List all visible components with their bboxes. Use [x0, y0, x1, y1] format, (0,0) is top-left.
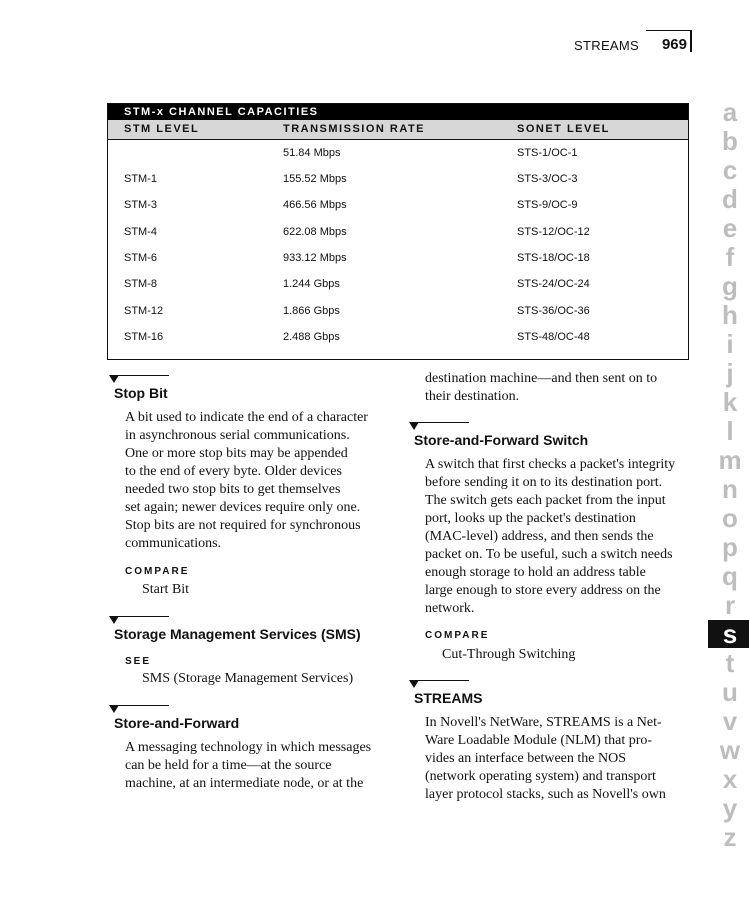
entry-heading-store-and-forward: Store-and-Forward — [114, 715, 240, 731]
entry-body-store-and-forward-switch — [425, 456, 705, 618]
text-line: (network operating system) and transport — [425, 769, 656, 784]
text-line: machine, at an intermediate node, or at the — [125, 776, 364, 791]
section-marker — [109, 616, 169, 626]
thumb-index-letter-h[interactable]: h — [722, 300, 738, 330]
header-rule-vertical — [690, 30, 692, 52]
entry-body-stop-bit — [125, 409, 395, 553]
table-cell: STS-48/OC-48 — [517, 331, 590, 343]
text-line: network. — [425, 601, 475, 616]
thumb-index-letter-l[interactable]: l — [726, 416, 734, 446]
thumb-index-letter-z[interactable]: z — [723, 822, 737, 852]
table-cell: 155.52 Mbps — [283, 173, 347, 185]
cross-reference: Start Bit — [142, 582, 190, 597]
thumb-index-letter-v[interactable]: v — [722, 706, 738, 736]
text-line: Stop bits are not required for synchronous — [125, 518, 361, 533]
table-cell: STM-4 — [124, 226, 157, 238]
thumb-index-letter-o[interactable]: o — [722, 503, 738, 533]
table-header-row — [108, 120, 688, 140]
table-cell: 466.56 Mbps — [283, 199, 347, 211]
cross-reference: Cut-Through Switching — [442, 647, 576, 662]
table-cell: STM-8 — [124, 278, 157, 290]
entry-heading-store-and-forward-switch: Store-and-Forward Switch — [414, 432, 589, 448]
text-line: port, looks up the packet's destination — [425, 511, 636, 526]
stm-capacity-table — [107, 103, 689, 360]
table-title: STM-x CHANNEL CAPACITIES — [108, 104, 688, 120]
text-line: A bit used to indicate the end of a character — [125, 410, 368, 425]
table-cell: STS-3/OC-3 — [517, 173, 578, 185]
table-cell: STS-18/OC-18 — [517, 252, 590, 264]
table-row — [108, 223, 688, 243]
thumb-index-letter-y[interactable]: y — [722, 793, 738, 823]
thumb-index-letter-w[interactable]: w — [719, 735, 741, 765]
table-cell: STM-6 — [124, 252, 157, 264]
entry-heading-sms: Storage Management Services (SMS) — [114, 626, 361, 642]
compare-label: COMPARE — [125, 566, 190, 577]
text-line: In Novell's NetWare, STREAMS is a Net- — [425, 715, 662, 730]
table-cell: STS-9/OC-9 — [517, 199, 578, 211]
continued-text — [425, 370, 695, 406]
thumb-index-letter-g[interactable]: g — [722, 271, 738, 301]
table-cell: STS-1/OC-1 — [517, 147, 578, 159]
table-cell: STS-12/OC-12 — [517, 226, 590, 238]
see-label: SEE — [125, 656, 152, 667]
table-row — [108, 249, 688, 269]
thumb-index-letter-a[interactable]: a — [722, 97, 738, 127]
text-line: can be held for a time—at the source — [125, 758, 332, 773]
text-line: A messaging technology in which messages — [125, 740, 372, 755]
thumb-index-letter-r[interactable]: r — [724, 590, 736, 620]
thumb-index-letter-b[interactable]: b — [722, 126, 738, 156]
thumb-index-letter-d[interactable]: d — [722, 184, 738, 214]
text-line: One or more stop bits may be appended — [125, 446, 348, 461]
thumb-index-letter-u[interactable]: u — [722, 677, 738, 707]
text-line: A switch that first checks a packet's integrity — [425, 457, 676, 472]
thumb-index-letter-m[interactable]: m — [718, 445, 742, 475]
thumb-index-letter-p[interactable]: p — [722, 532, 738, 562]
thumb-index-letter-e[interactable]: e — [722, 213, 738, 243]
section-marker — [109, 375, 169, 385]
table-cell: 51.84 Mbps — [283, 147, 341, 159]
table-row — [108, 170, 688, 190]
text-line: destination machine—and then sent on to — [425, 371, 658, 386]
table-cell: 933.12 Mbps — [283, 252, 347, 264]
table-cell: STM-16 — [124, 331, 164, 343]
text-line: set again; newer devices require only one. — [125, 500, 361, 515]
thumb-index-letter-k[interactable]: k — [722, 387, 738, 417]
text-line: needed two stop bits to get themselves — [125, 482, 341, 497]
text-line: (MAC-level) address, and then sends the — [425, 529, 654, 544]
column-header: TRANSMISSION RATE — [283, 123, 426, 135]
table-cell: STS-24/OC-24 — [517, 278, 590, 290]
text-line: layer protocol stacks, such as Novell's own — [425, 787, 666, 802]
section-marker — [409, 422, 469, 432]
thumb-index-letter-t[interactable]: t — [725, 648, 735, 678]
table-cell: STM-3 — [124, 199, 157, 211]
table-cell: 1.244 Gbps — [283, 278, 340, 290]
entry-heading-streams: STREAMS — [414, 690, 483, 706]
table-row — [108, 275, 688, 295]
thumb-index-letter-i[interactable]: i — [726, 329, 734, 359]
text-line: enough storage to hold an address table — [425, 565, 646, 580]
table-cell: 1.866 Gbps — [283, 305, 340, 317]
cross-reference: SMS (Storage Management Services) — [142, 671, 354, 686]
text-line: Ware Loadable Module (NLM) that pro- — [425, 733, 653, 748]
table-row — [108, 328, 688, 348]
column-header: STM LEVEL — [124, 123, 200, 135]
text-line: large enough to store every address on the — [425, 583, 661, 598]
text-line: in asynchronous serial communications. — [125, 428, 350, 443]
thumb-index-letter-c[interactable]: c — [722, 155, 738, 185]
section-marker — [409, 680, 469, 690]
section-marker — [109, 705, 169, 715]
table-cell: STM-1 — [124, 173, 157, 185]
table-cell: STM-12 — [124, 305, 164, 317]
thumb-index-letter-q[interactable]: q — [722, 561, 738, 591]
page-header — [0, 0, 749, 60]
column-header: SONET LEVEL — [517, 123, 610, 135]
thumb-index-letter-f[interactable]: f — [725, 242, 735, 272]
text-line: The switch gets each packet from the input — [425, 493, 666, 508]
text-line: vides an interface between the NOS — [425, 751, 626, 766]
text-line: packet on. To be useful, such a switch needs — [425, 547, 673, 562]
text-line: communications. — [125, 536, 222, 551]
thumb-index-letter-n[interactable]: n — [722, 474, 738, 504]
text-line: to the end of every byte. Older devices — [125, 464, 342, 479]
table-cell: 622.08 Mbps — [283, 226, 347, 238]
text-line: before sending it on to its destination port. — [425, 475, 663, 490]
thumb-index-letter-x[interactable]: x — [722, 764, 738, 794]
table-row — [108, 302, 688, 322]
text-line: their destination. — [425, 389, 520, 404]
entry-body-streams — [425, 714, 705, 804]
table-cell: 2.488 Gbps — [283, 331, 340, 343]
table-row — [108, 144, 688, 164]
running-title: STREAMS — [574, 38, 639, 53]
compare-label: COMPARE — [425, 630, 490, 641]
table-cell: STS-36/OC-36 — [517, 305, 590, 317]
header-rule — [646, 30, 692, 31]
thumb-index-letter-j[interactable]: j — [726, 358, 734, 388]
entry-body-store-and-forward — [125, 739, 395, 793]
entry-heading-stop-bit: Stop Bit — [114, 385, 168, 401]
thumb-index-letter-s[interactable]: s — [708, 620, 749, 648]
table-row — [108, 196, 688, 216]
page-number: 969 — [661, 36, 687, 53]
